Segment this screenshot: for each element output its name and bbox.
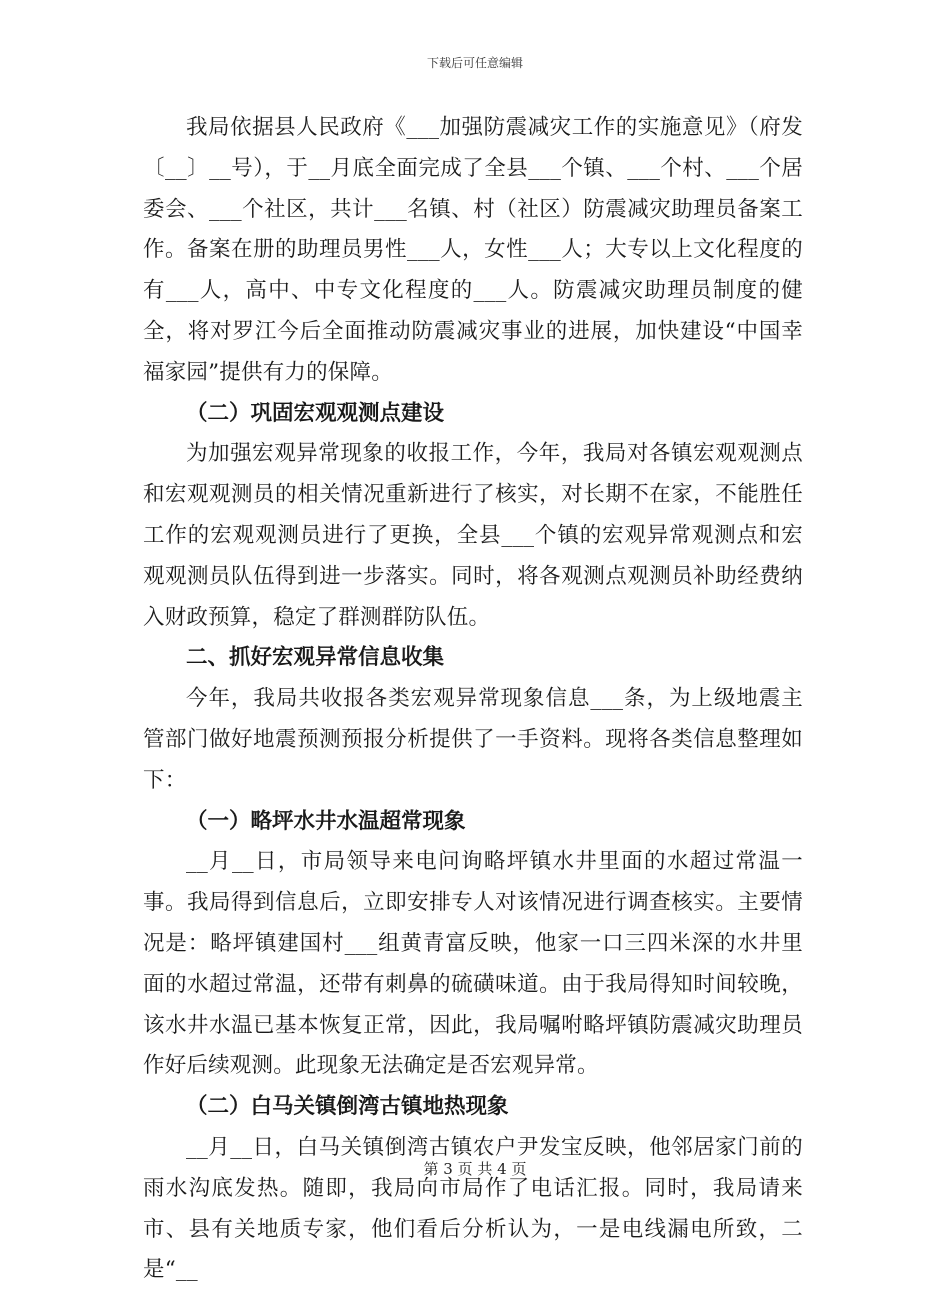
paragraph-observation-points: 为加强宏观异常现象的收报工作，今年，我局对各镇宏观观测点和宏观观测员的相关情况重新进行了核实，对长期不在家，不能胜任工作的宏观观测员进行了更换，全县___个镇的宏观异常观测点和宏观观测员队伍得到进一步落实。同时，将各观测点观测员补助经费纳入财政预算，稳定了群测群防队伍。 <box>143 441 803 630</box>
paragraph-geothermal: __月__日，白马关镇倒湾古镇农户尹发宝反映，他邻居家门前的雨水沟底发热。随即，我局向市局作了电话汇报。同时，我局请来市、县有关地质专家，他们看后分析认为，一是电线漏电所致，二是“__ <box>143 1134 803 1283</box>
page-footer: 第 3 页 共 4 页 <box>423 1160 527 1178</box>
section-heading-geothermal: （二）白马关镇倒湾古镇地热现象 <box>186 1094 509 1120</box>
page-header: 下载后可任意编辑 <box>426 56 523 70</box>
section-heading-observation-points: （二）巩固宏观观测点建设 <box>186 400 445 426</box>
document-body <box>143 108 803 1291</box>
section-heading-well-temperature: （一）略坪水井水温超常现象 <box>186 808 466 834</box>
paragraph-well-temperature: __月__日，市局领导来电问询略坪镇水井里面的水超过常温一事。我局得到信息后，立即安排专人对该情况进行调查核实。主要情况是：略坪镇建国村___组黄青富反映，他家一口三四米深的水井里面的水超过常温，还带有刺鼻的硫磺味道。由于我局得知时间较晚，该水井水温已基本恢复正常，因此，我局嘱咐略坪镇防震减灾助理员作好后续观测。此现象无法确定是否宏观异常。 <box>143 849 803 1079</box>
section-heading-anomaly-collection: 二、抓好宏观异常信息收集 <box>186 645 445 671</box>
paragraph-assistant-registration: 我局依据县人民政府《___加强防震减灾工作的实施意见》（府发〔__〕__号），于__月底全面完成了全县___个镇、___个村、___个居委会、___个社区，共计___名镇、村（社区）防震减灾助理员备案工作。备案在册的助理员男性___人，女性___人；大专以上文化程度的有___人，高中、中专文化程度的___人。防震减灾助理员制度的健全，将对罗江今后全面推动防震减灾事业的进展，加快建设“中国幸福家园”提供有力的保障。 <box>143 115 803 385</box>
paragraph-anomaly-collection: 今年，我局共收报各类宏观异常现象信息___条，为上级地震主管部门做好地震预测预报分析提供了一手资料。现将各类信息整理如下： <box>143 686 803 793</box>
